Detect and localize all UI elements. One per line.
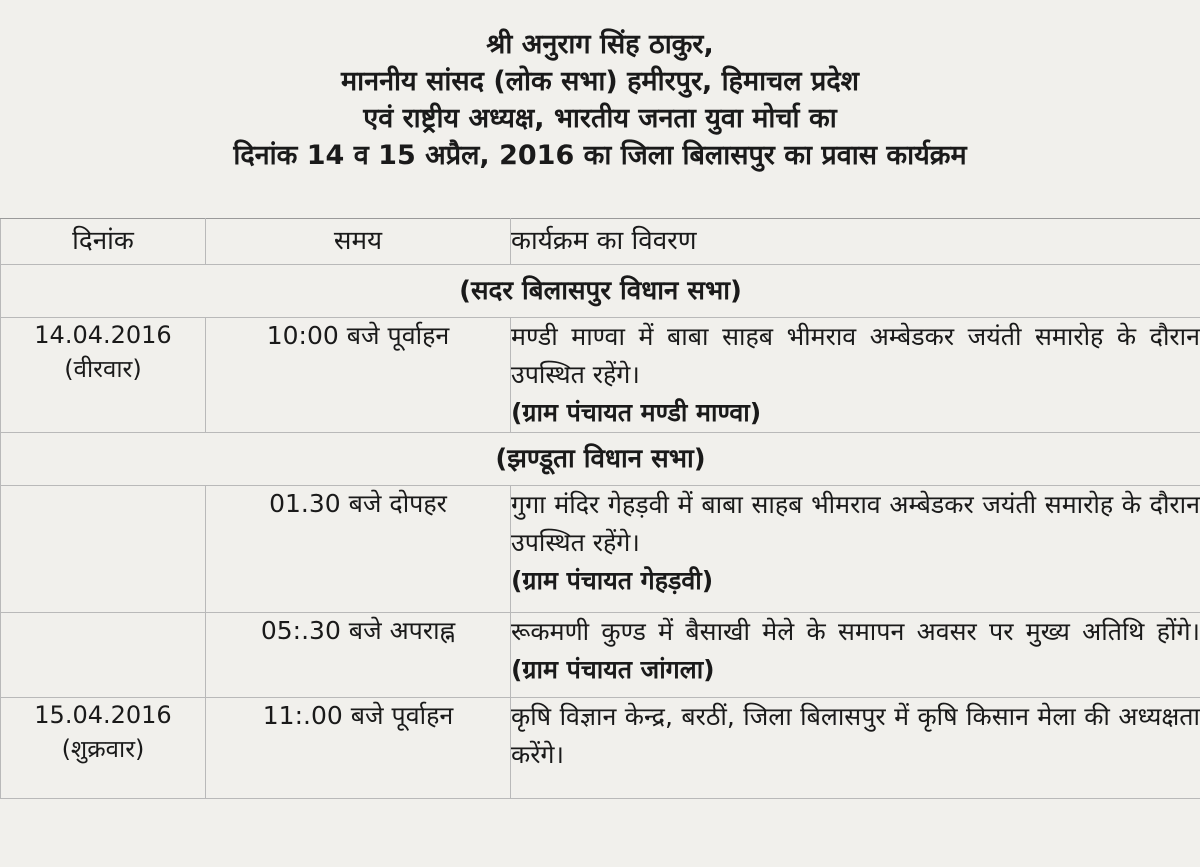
place-text: (ग्राम पंचायत जांगला) <box>511 655 715 684</box>
table-header-row <box>1 219 1200 265</box>
time-cell: 01.30 बजे दोपहर <box>206 486 511 613</box>
description-text: गुगा मंदिर गेहड़वी में बाबा साहब भीमराव अम्बेडकर जयंती समारोह के दौरान उपस्थित रहेंगे। <box>511 490 1200 557</box>
header-time: समय <box>206 219 511 265</box>
heading-line-schedule-title: दिनांक 14 व 15 अप्रैल, 2016 का जिला बिलासपुर का प्रवास कार्यक्रम <box>233 140 967 171</box>
schedule-table <box>0 218 1200 799</box>
table-row <box>1 698 1200 799</box>
day-value: (शुक्रवार) <box>61 735 145 763</box>
date-value: 14.04.2016 <box>34 321 172 349</box>
section-title: (झण्डूता विधान सभा) <box>1 433 1200 486</box>
description-text: कृषि विज्ञान केन्द्र, बरठीं, जिला बिलासपुर में कृषि किसान मेला की अध्यक्षता करेंगे। <box>511 702 1200 769</box>
date-cell <box>1 698 206 799</box>
document-heading <box>0 26 1200 174</box>
description-text: रूकमणी कुण्ड में बैसाखी मेले के समापन अवसर पर मुख्य अतिथि होंगे। <box>511 617 1200 646</box>
description-cell <box>511 613 1200 698</box>
section-row-jhandutta <box>1 433 1200 486</box>
table-row <box>1 613 1200 698</box>
description-cell <box>511 486 1200 613</box>
date-cell <box>1 613 206 698</box>
description-cell <box>511 318 1200 433</box>
table-row <box>1 318 1200 433</box>
place-text: (ग्राम पंचायत गेहड़वी) <box>511 566 714 595</box>
date-cell <box>1 486 206 613</box>
header-description: कार्यक्रम का विवरण <box>511 219 1200 265</box>
date-value: 15.04.2016 <box>34 701 172 729</box>
description-text: मण्डी माण्वा में बाबा साहब भीमराव अम्बेडकर जयंती समारोह के दौरान उपस्थित रहेंगे। <box>511 322 1200 389</box>
time-cell: 11:.00 बजे पूर्वाहन <box>206 698 511 799</box>
heading-line-designation: माननीय सांसद (लोक सभा) हमीरपुर, हिमाचल प्रदेश <box>340 66 860 97</box>
table-row <box>1 486 1200 613</box>
section-row-sadar-bilaspur <box>1 265 1200 318</box>
place-text: (ग्राम पंचायत मण्डी माण्वा) <box>511 398 762 427</box>
date-cell <box>1 318 206 433</box>
time-cell: 05:.30 बजे अपराह्न <box>206 613 511 698</box>
heading-line-role: एवं राष्ट्रीय अध्यक्ष, भारतीय जनता युवा मोर्चा का <box>363 103 837 134</box>
section-title: (सदर बिलासपुर विधान सभा) <box>1 265 1200 318</box>
heading-line-name: श्री अनुराग सिंह ठाकुर, <box>486 29 714 60</box>
description-cell <box>511 698 1200 799</box>
day-value: (वीरवार) <box>64 355 142 383</box>
time-cell: 10:00 बजे पूर्वाहन <box>206 318 511 433</box>
header-date: दिनांक <box>1 219 206 265</box>
